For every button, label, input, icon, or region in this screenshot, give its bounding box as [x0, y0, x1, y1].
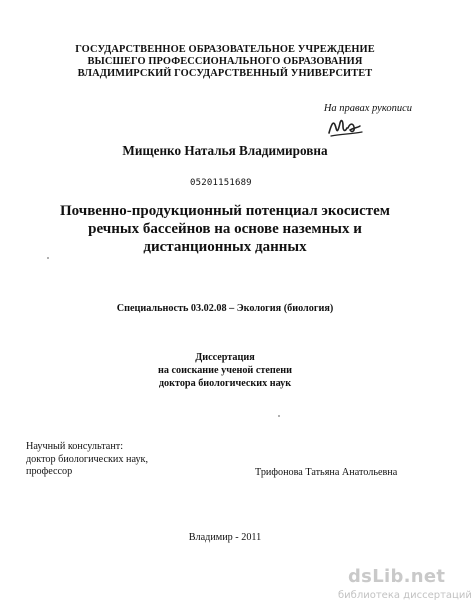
catalog-code: 05201151689: [190, 178, 252, 188]
institution-line-3: ВЛАДИМИРСКИЙ ГОСУДАРСТВЕННЫЙ УНИВЕРСИТЕТ: [77, 68, 373, 79]
dissertation-line-1: Диссертация: [195, 352, 255, 363]
dissertation-line-3: доктора биологических наук: [158, 378, 292, 389]
consultant-name: Трифонова Татьяна Анатольевна: [255, 467, 398, 478]
rights-note: На правах рукописи: [323, 103, 412, 114]
title-line-2: речных бассейнов на основе наземных и: [88, 221, 362, 237]
specialty: Специальность 03.02.08 – Экология (биология): [116, 303, 334, 314]
watermark-main: dsLib.net: [348, 566, 446, 587]
consultant-block: [26, 441, 148, 479]
consultant-degree: доктор биологических наук,: [26, 453, 149, 465]
city-year: Владимир - 2011: [188, 532, 262, 543]
author-name: Мищенко Наталья Владимировна: [122, 143, 328, 158]
institution-line-1: ГОСУДАРСТВЕННОЕ ОБРАЗОВАТЕЛЬНОЕ УЧРЕЖДЕНИЕ: [75, 44, 375, 55]
watermark-sub: библиотека диссертаций: [338, 590, 472, 601]
dissertation-line-2: на соискание ученой степени: [157, 365, 293, 376]
watermark-logo: [336, 566, 472, 606]
title-line-3: дистанционных данных: [143, 239, 307, 255]
signature-icon: [326, 114, 376, 140]
scan-speck: [278, 415, 280, 417]
consultant-rank: профессор: [26, 466, 73, 478]
institution-line-2: ВЫСШЕГО ПРОФЕССИОНАЛЬНОГО ОБРАЗОВАНИЯ: [87, 56, 363, 67]
consultant-label: Научный консультант:: [26, 441, 124, 452]
title-line-1: Почвенно-продукционный потенциал экосистем: [59, 203, 391, 219]
scan-speck: [47, 257, 49, 259]
